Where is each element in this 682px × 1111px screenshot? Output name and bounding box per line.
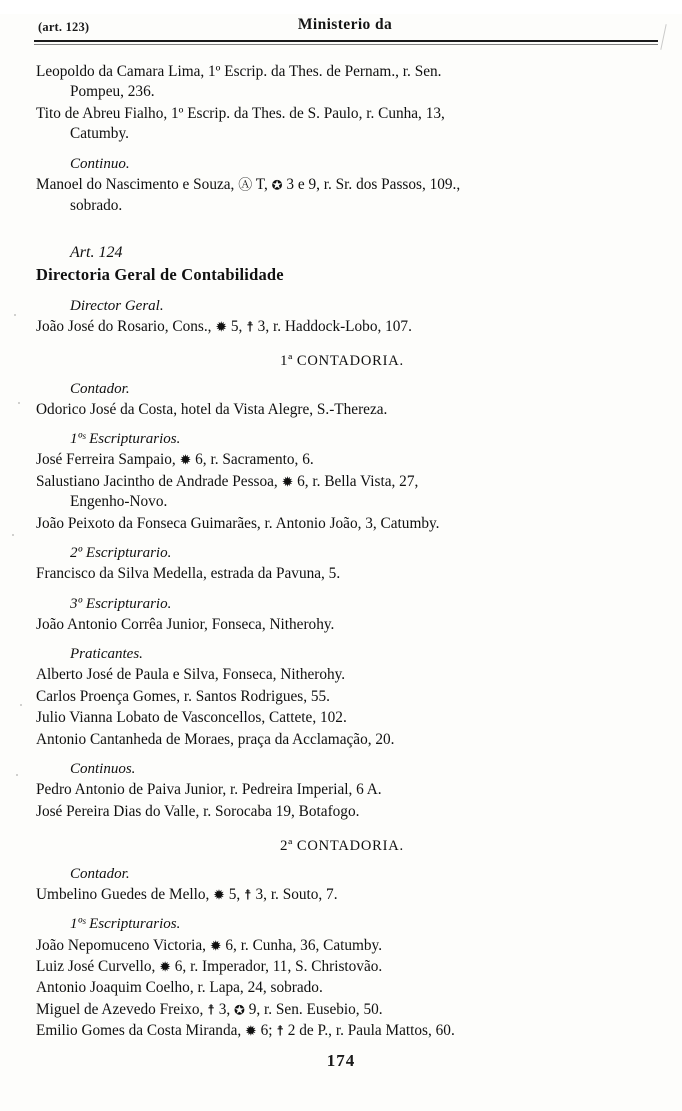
medal-icon <box>245 1025 257 1039</box>
list-item: Francisco da Silva Medella, estrada da Pavuna, 5. <box>36 565 341 583</box>
subheading-escripturarios-1: 1ºˢ Escripturarios. <box>70 431 181 448</box>
scan-speck <box>14 314 16 316</box>
entry-text: 6; <box>260 1022 273 1040</box>
entry-text: 5, <box>230 317 243 335</box>
entry-text: 3, <box>218 1000 231 1018</box>
list-item: Antonio Cantanheda de Moraes, praça da Acclamação, 20. <box>36 730 395 748</box>
list-item: Alberto José de Paula e Silva, Fonseca, Nitherohy. <box>36 666 346 684</box>
scan-speck <box>16 774 18 776</box>
entry-text: 6, r. Imperador, 11, S. Christovão. <box>174 957 383 975</box>
subheading-continuos: Continuos. <box>70 761 136 778</box>
header-rule-thin <box>34 44 658 45</box>
entry-continuation: Pompeu, 236. <box>70 83 155 101</box>
subheading-director-geral: Director Geral. <box>70 297 164 314</box>
scan-speck <box>20 704 22 706</box>
list-item <box>36 1021 648 1041</box>
page-number: 174 <box>326 1051 356 1070</box>
list-item: Pedro Antonio de Paiva Junior, r. Pedreira Imperial, 6 A. <box>36 781 382 799</box>
header-article-note: (art. 123) <box>38 20 90 34</box>
cross-icon <box>276 1025 284 1039</box>
contadoria-label: CONTADORIA. <box>296 838 404 855</box>
entry-continuation: Engenho-Novo. <box>70 493 168 511</box>
entry-text: T, <box>255 176 268 194</box>
subheading-contador: Contador. <box>70 380 130 397</box>
entry-name: Manoel do Nascimento e Souza, <box>36 176 235 194</box>
entry-text: 6, r. Cunha, 36, Catumby. <box>225 936 383 954</box>
list-item: Julio Vianna Lobato de Vasconcellos, Cattete, 102. <box>36 709 347 727</box>
entry-text: 3 e 9, r. Sr. dos Passos, 109., <box>286 176 461 194</box>
list-item <box>36 175 648 216</box>
subheading-praticantes: Praticantes. <box>70 646 143 663</box>
list-item <box>36 936 648 956</box>
scan-speck <box>18 402 20 404</box>
header-rule <box>34 40 658 42</box>
list-item <box>36 472 648 513</box>
header-title: Ministerio da <box>297 16 393 33</box>
entry-name: Emilio Gomes da Costa Miranda, <box>36 1022 242 1040</box>
section-heading-contadoria-2 <box>36 836 648 856</box>
article-number: Art. 124 <box>70 244 123 261</box>
medal-icon <box>213 888 225 902</box>
section-heading-contadoria-1 <box>36 351 648 371</box>
medal-icon <box>180 454 192 468</box>
list-item: João Peixoto da Fonseca Guimarães, r. Antonio João, 3, Catumby. <box>36 514 440 532</box>
page-title: Directoria Geral de Contabilidade <box>36 265 284 285</box>
subheading-escripturario-3: 3º Escripturario. <box>70 595 172 612</box>
medal-icon <box>210 939 222 953</box>
list-item: Odorico José da Costa, hotel da Vista Alegre, S.-Thereza. <box>36 400 388 418</box>
entry-name: Salustiano Jacintho de Andrade Pessoa, <box>36 472 278 490</box>
entry-continuation: Catumby. <box>70 125 129 143</box>
list-item: Carlos Proença Gomes, r. Santos Rodrigues, 55. <box>36 687 331 705</box>
star-icon <box>272 180 283 193</box>
scan-speck <box>12 534 14 536</box>
contadoria-number: 1ª <box>280 353 293 370</box>
entry-text: 9, r. Sen. Eusebio, 50. <box>248 1000 383 1018</box>
entry-name: João José do Rosario, Cons., <box>36 317 212 335</box>
list-item: José Pereira Dias do Valle, r. Sorocaba 19, Botafogo. <box>36 802 360 820</box>
page-body <box>36 62 648 1042</box>
circled-a-icon <box>238 179 252 193</box>
medal-icon <box>159 960 171 974</box>
subheading-continuo: Continuo. <box>70 155 130 172</box>
entry-name: José Ferreira Sampaio, <box>36 451 176 469</box>
star-icon <box>234 1004 245 1017</box>
subheading-escripturario-2: 2º Escripturario. <box>70 545 172 562</box>
entry-text: 5, <box>228 885 241 903</box>
entry-continuation: sobrado. <box>70 196 123 214</box>
list-item: João Antonio Corrêa Junior, Fonseca, Nitherohy. <box>36 615 335 633</box>
entry-text: 6, r. Bella Vista, 27, <box>297 472 419 490</box>
entry-text: 3, r. Souto, 7. <box>255 885 338 903</box>
entry-name: João Nepomuceno Victoria, <box>36 936 206 954</box>
list-item <box>36 885 648 905</box>
list-item <box>36 62 648 103</box>
list-item <box>36 1000 648 1020</box>
medal-icon <box>215 320 227 334</box>
scan-edge-mark <box>660 24 666 50</box>
page-header <box>38 14 652 56</box>
subheading-escripturarios-1: 1ºˢ Escripturarios. <box>70 916 181 933</box>
cross-icon <box>244 888 252 902</box>
list-item <box>36 317 648 337</box>
entry-name: Luiz José Curvello, <box>36 957 156 975</box>
cross-icon <box>246 320 254 334</box>
subheading-contador: Contador. <box>70 865 130 882</box>
document-page <box>0 14 682 1111</box>
entry-text: 2 de P., r. Paula Mattos, 60. <box>287 1022 455 1040</box>
list-item <box>36 450 648 470</box>
entry-text: 3, r. Haddock-Lobo, 107. <box>257 317 412 335</box>
cross-icon <box>207 1003 215 1017</box>
list-item <box>36 957 648 977</box>
medal-icon <box>282 475 294 489</box>
entry-name: Miguel de Azevedo Freixo, <box>36 1000 204 1018</box>
entry-name: Umbelino Guedes de Mello, <box>36 885 210 903</box>
entry-text: Tito de Abreu Fialho, 1º Escrip. da Thes. de S. Paulo, r. Cunha, 13, <box>36 104 445 122</box>
list-item <box>36 104 648 145</box>
entry-text: 6, r. Sacramento, 6. <box>195 451 314 469</box>
contadoria-number: 2ª <box>280 838 293 855</box>
entry-text: Leopoldo da Camara Lima, 1º Escrip. da Thes. de Pernam., r. Sen. <box>36 63 442 80</box>
contadoria-label: CONTADORIA. <box>296 353 404 370</box>
list-item: Antonio Joaquim Coelho, r. Lapa, 24, sobrado. <box>36 979 323 997</box>
